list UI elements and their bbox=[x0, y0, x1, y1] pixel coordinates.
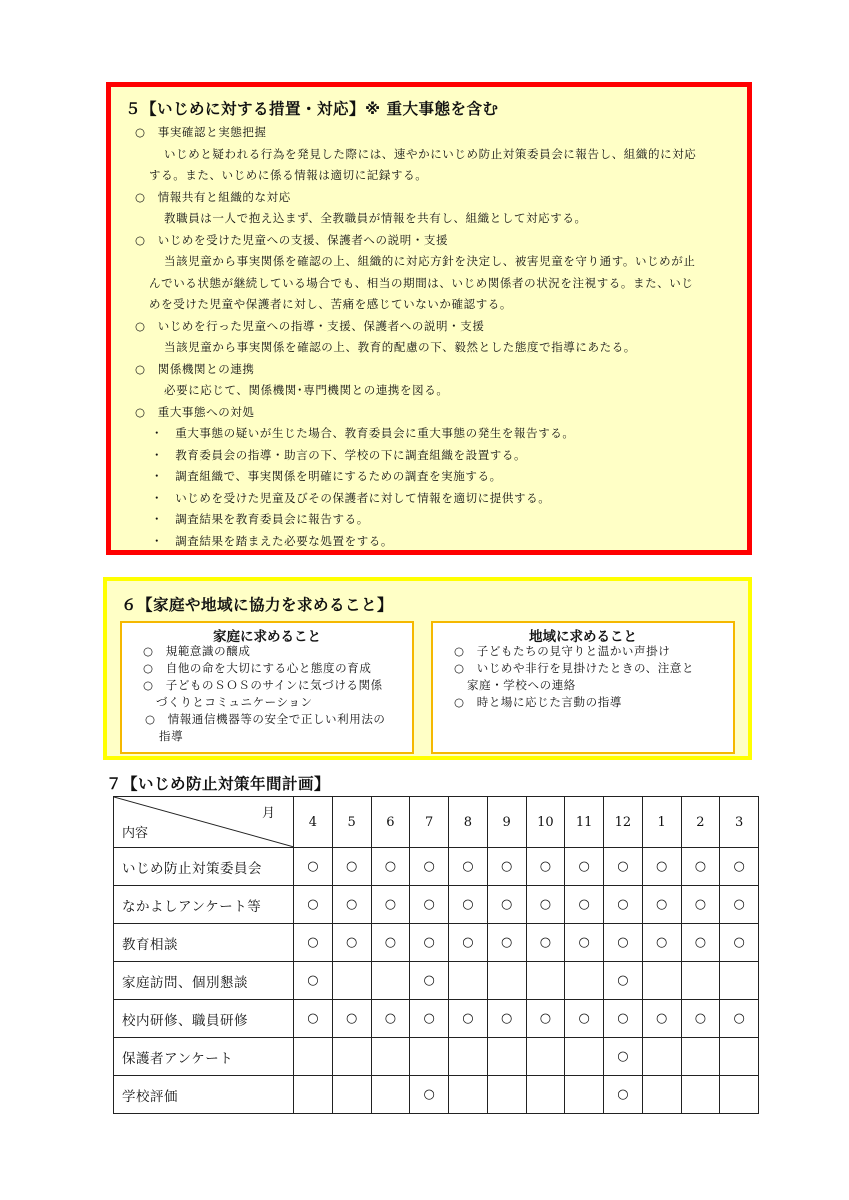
header-month-label: 月 bbox=[261, 806, 275, 821]
scheduled-mark: ○ bbox=[617, 973, 629, 988]
activity-label: 学校評価 bbox=[114, 1076, 294, 1114]
schedule-cell bbox=[410, 1076, 449, 1114]
scheduled-mark: ○ bbox=[500, 859, 513, 874]
schedule-cell bbox=[720, 924, 759, 962]
scheduled-mark: ○ bbox=[655, 935, 668, 950]
item-text: する。また、いじめに係る情報は適切に記録する。 bbox=[149, 168, 428, 182]
scheduled-mark: ○ bbox=[345, 859, 358, 874]
schedule-cell bbox=[604, 848, 643, 886]
schedule-cell bbox=[526, 962, 565, 1000]
month-header: 10 bbox=[526, 797, 565, 848]
schedule-cell bbox=[371, 962, 410, 1000]
schedule-cell bbox=[410, 886, 449, 924]
scheduled-mark: ○ bbox=[578, 1011, 590, 1026]
scheduled-mark: ○ bbox=[578, 859, 590, 874]
scheduled-mark: ○ bbox=[617, 859, 629, 874]
schedule-cell bbox=[410, 848, 449, 886]
scheduled-mark: ○ bbox=[617, 1049, 629, 1064]
scheduled-mark: ○ bbox=[307, 1011, 319, 1026]
schedule-cell bbox=[332, 1076, 371, 1114]
activity-label: なかよしアンケート等 bbox=[114, 886, 294, 924]
scheduled-mark: ○ bbox=[462, 897, 474, 912]
scheduled-mark: ○ bbox=[423, 1087, 435, 1102]
scheduled-mark: ○ bbox=[462, 859, 474, 874]
schedule-cell bbox=[526, 1000, 565, 1038]
scheduled-mark: ○ bbox=[694, 935, 707, 950]
schedule-cell bbox=[642, 1076, 681, 1114]
schedule-cell bbox=[371, 1076, 410, 1114]
section-family-community bbox=[103, 577, 752, 760]
list-item: ○ 時と場に応じた言動の指導 bbox=[454, 695, 622, 709]
activity-label: 教育相談 bbox=[114, 924, 294, 962]
month-header: 2 bbox=[681, 797, 720, 848]
table-row bbox=[114, 886, 759, 924]
scheduled-mark: ○ bbox=[462, 1011, 474, 1026]
item-text: いじめと疑われる行為を発見した際には、速やかにいじめ防止対策委員会に報告し、組織的に対応 bbox=[164, 147, 697, 161]
item-text: んでいる状態が継続している場合でも、相当の期間は、いじめ関係者の状況を注視する。また、いじ bbox=[149, 276, 694, 290]
schedule-cell bbox=[565, 962, 604, 1000]
scheduled-mark: ○ bbox=[539, 897, 552, 912]
table-body bbox=[114, 848, 759, 1114]
month-header: 4 bbox=[294, 797, 333, 848]
community-requests-box bbox=[431, 621, 735, 754]
schedule-cell bbox=[410, 1038, 449, 1076]
scheduled-mark: ○ bbox=[423, 935, 435, 950]
list-item: ○ 情報通信機器等の安全で正しい利用法の bbox=[145, 712, 386, 726]
scheduled-mark: ○ bbox=[462, 935, 474, 950]
table-row bbox=[114, 1038, 759, 1076]
schedule-cell bbox=[410, 924, 449, 962]
item-text: 当該児童から事実関係を確認の上、教育的配慮の下、毅然とした態度で指導にあたる。 bbox=[164, 340, 636, 354]
list-item: ○ 子どものＳＯＳのサインに気づける関係 bbox=[143, 678, 383, 692]
scheduled-mark: ○ bbox=[655, 897, 668, 912]
schedule-cell bbox=[371, 1000, 410, 1038]
scheduled-mark: ○ bbox=[500, 935, 513, 950]
schedule-cell bbox=[332, 1038, 371, 1076]
month-header: 11 bbox=[565, 797, 604, 848]
section-5-title: ５【いじめに対する措置・対応】※ 重大事態を含む bbox=[125, 100, 499, 118]
schedule-cell bbox=[642, 848, 681, 886]
schedule-cell bbox=[681, 1038, 720, 1076]
schedule-cell bbox=[487, 886, 526, 924]
scheduled-mark: ○ bbox=[655, 1011, 668, 1026]
list-item: ○ 子どもたちの見守りと温かい声掛け bbox=[454, 644, 671, 658]
scheduled-mark: ○ bbox=[423, 897, 435, 912]
table-row bbox=[114, 1076, 759, 1114]
schedule-cell bbox=[294, 1000, 333, 1038]
schedule-cell bbox=[371, 886, 410, 924]
activity-label: いじめ防止対策委員会 bbox=[114, 848, 294, 886]
table-row bbox=[114, 924, 759, 962]
item-text: 教職員は一人で抱え込まず、全教職員が情報を共有し、組織として対応する。 bbox=[164, 211, 587, 225]
scheduled-mark: ○ bbox=[384, 859, 397, 874]
header-corner-cell bbox=[114, 797, 294, 848]
schedule-cell bbox=[332, 886, 371, 924]
schedule-cell bbox=[642, 962, 681, 1000]
schedule-cell bbox=[294, 886, 333, 924]
item-heading: ○ いじめを行った児童への指導・支援、保護者への説明・支援 bbox=[135, 319, 485, 333]
schedule-cell bbox=[294, 1038, 333, 1076]
schedule-cell bbox=[642, 886, 681, 924]
list-item: ○ 規範意識の醸成 bbox=[143, 644, 251, 658]
item-heading: ○ いじめを受けた児童への支援、保護者への説明・支援 bbox=[135, 233, 449, 247]
schedule-cell bbox=[604, 1000, 643, 1038]
schedule-cell bbox=[565, 1038, 604, 1076]
list-item: づくりとコミュニケーション bbox=[156, 695, 313, 709]
home-requests-heading: 家庭に求めること bbox=[213, 629, 321, 645]
scheduled-mark: ○ bbox=[539, 935, 552, 950]
month-header: 7 bbox=[410, 797, 449, 848]
schedule-cell bbox=[720, 1038, 759, 1076]
item-heading: ○ 重大事態への対処 bbox=[135, 405, 255, 419]
scheduled-mark: ○ bbox=[307, 897, 319, 912]
item-heading: ○ 情報共有と組織的な対応 bbox=[135, 190, 291, 204]
scheduled-mark: ○ bbox=[617, 935, 629, 950]
schedule-cell bbox=[449, 962, 488, 1000]
item-text: 当該児童から事実関係を確認の上、組織的に対応方針を決定し、被害児童を守り通す。いじめが止 bbox=[164, 254, 696, 268]
month-header: 5 bbox=[332, 797, 371, 848]
schedule-cell bbox=[604, 962, 643, 1000]
bullet-item: ・ 調査組織で、事実関係を明確にするための調査を実施する。 bbox=[151, 469, 502, 483]
schedule-cell bbox=[720, 848, 759, 886]
table-header-row bbox=[114, 797, 759, 848]
schedule-cell bbox=[449, 886, 488, 924]
schedule-cell bbox=[604, 924, 643, 962]
scheduled-mark: ○ bbox=[384, 935, 397, 950]
bullet-item: ・ 重大事態の疑いが生じた場合、教育委員会に重大事態の発生を報告する。 bbox=[151, 426, 575, 440]
scheduled-mark: ○ bbox=[617, 1011, 629, 1026]
schedule-cell bbox=[526, 1038, 565, 1076]
schedule-cell bbox=[642, 1038, 681, 1076]
scheduled-mark: ○ bbox=[345, 1011, 358, 1026]
schedule-cell bbox=[294, 1076, 333, 1114]
schedule-cell bbox=[565, 924, 604, 962]
month-header: 8 bbox=[449, 797, 488, 848]
scheduled-mark: ○ bbox=[694, 859, 707, 874]
schedule-cell bbox=[487, 1000, 526, 1038]
schedule-cell bbox=[371, 848, 410, 886]
schedule-cell bbox=[294, 848, 333, 886]
section-bullying-response bbox=[106, 82, 752, 555]
schedule-cell bbox=[681, 886, 720, 924]
scheduled-mark: ○ bbox=[733, 1011, 745, 1026]
bullet-item: ・ 教育委員会の指導・助言の下、学校の下に調査組織を設置する。 bbox=[151, 448, 527, 462]
schedule-cell bbox=[720, 886, 759, 924]
schedule-cell bbox=[681, 848, 720, 886]
bullet-item: ・ いじめを受けた児童及びその保護者に対して情報を適切に提供する。 bbox=[151, 491, 551, 505]
scheduled-mark: ○ bbox=[307, 973, 319, 988]
schedule-cell bbox=[565, 1000, 604, 1038]
scheduled-mark: ○ bbox=[733, 935, 745, 950]
schedule-cell bbox=[449, 1038, 488, 1076]
community-requests-heading: 地域に求めること bbox=[529, 629, 637, 645]
list-item: 指導 bbox=[159, 729, 184, 743]
schedule-cell bbox=[487, 1076, 526, 1114]
scheduled-mark: ○ bbox=[617, 1087, 629, 1102]
scheduled-mark: ○ bbox=[384, 1011, 397, 1026]
header-content-label: 内容 bbox=[122, 826, 149, 841]
month-header: 1 bbox=[642, 797, 681, 848]
bullet-item: ・ 調査結果を教育委員会に報告する。 bbox=[151, 512, 369, 526]
schedule-cell bbox=[487, 962, 526, 1000]
schedule-cell bbox=[526, 848, 565, 886]
schedule-cell bbox=[449, 1000, 488, 1038]
schedule-cell bbox=[681, 1000, 720, 1038]
scheduled-mark: ○ bbox=[578, 897, 590, 912]
schedule-cell bbox=[371, 1038, 410, 1076]
table-row bbox=[114, 848, 759, 886]
list-item: ○ いじめや非行を見掛けたときの、注意と bbox=[454, 661, 695, 675]
month-header: 9 bbox=[487, 797, 526, 848]
scheduled-mark: ○ bbox=[694, 1011, 707, 1026]
table-row bbox=[114, 1000, 759, 1038]
schedule-cell bbox=[332, 848, 371, 886]
schedule-cell bbox=[681, 1076, 720, 1114]
schedule-cell bbox=[294, 962, 333, 1000]
scheduled-mark: ○ bbox=[539, 859, 552, 874]
schedule-cell bbox=[526, 1076, 565, 1114]
schedule-cell bbox=[642, 1000, 681, 1038]
list-item: 家庭・学校への連絡 bbox=[467, 678, 576, 692]
month-header: 6 bbox=[371, 797, 410, 848]
scheduled-mark: ○ bbox=[423, 973, 435, 988]
bullet-item: ・ 調査結果を踏まえた必要な処置をする。 bbox=[151, 534, 393, 548]
schedule-cell bbox=[371, 924, 410, 962]
schedule-cell bbox=[642, 924, 681, 962]
schedule-cell bbox=[720, 962, 759, 1000]
list-item: ○ 自他の命を大切にする心と態度の育成 bbox=[143, 661, 372, 675]
schedule-cell bbox=[487, 848, 526, 886]
item-heading: ○ 事実確認と実態把握 bbox=[135, 125, 267, 139]
activity-label: 校内研修、職員研修 bbox=[114, 1000, 294, 1038]
schedule-cell bbox=[565, 886, 604, 924]
schedule-cell bbox=[681, 962, 720, 1000]
schedule-cell bbox=[487, 924, 526, 962]
schedule-cell bbox=[487, 1038, 526, 1076]
item-text: 必要に応じて、関係機関･専門機関との連携を図る。 bbox=[164, 383, 449, 397]
schedule-cell bbox=[565, 1076, 604, 1114]
scheduled-mark: ○ bbox=[655, 859, 668, 874]
scheduled-mark: ○ bbox=[733, 859, 745, 874]
table-row bbox=[114, 962, 759, 1000]
scheduled-mark: ○ bbox=[733, 897, 745, 912]
schedule-cell bbox=[449, 848, 488, 886]
schedule-cell bbox=[449, 924, 488, 962]
schedule-cell bbox=[526, 924, 565, 962]
month-header: 3 bbox=[720, 797, 759, 848]
scheduled-mark: ○ bbox=[539, 1011, 552, 1026]
scheduled-mark: ○ bbox=[423, 859, 435, 874]
month-header: 12 bbox=[604, 797, 643, 848]
schedule-cell bbox=[565, 848, 604, 886]
scheduled-mark: ○ bbox=[307, 859, 319, 874]
item-text: めを受けた児童や保護者に対し、苦痛を感じていないか確認する。 bbox=[149, 297, 512, 311]
schedule-cell bbox=[604, 886, 643, 924]
activity-label: 家庭訪問、個別懇談 bbox=[114, 962, 294, 1000]
schedule-cell bbox=[449, 1076, 488, 1114]
schedule-cell bbox=[526, 886, 565, 924]
annual-plan-table bbox=[113, 796, 759, 1114]
schedule-cell bbox=[294, 924, 333, 962]
schedule-cell bbox=[604, 1076, 643, 1114]
scheduled-mark: ○ bbox=[384, 897, 397, 912]
schedule-cell bbox=[720, 1000, 759, 1038]
home-requests-box bbox=[120, 621, 414, 754]
scheduled-mark: ○ bbox=[345, 935, 358, 950]
schedule-cell bbox=[332, 962, 371, 1000]
section-7-title: ７【いじめ防止対策年間計画】 bbox=[106, 775, 331, 793]
schedule-cell bbox=[681, 924, 720, 962]
schedule-cell bbox=[332, 924, 371, 962]
section-6-title: ６【家庭や地域に協力を求めること】 bbox=[121, 596, 394, 614]
activity-label: 保護者アンケート bbox=[114, 1038, 294, 1076]
schedule-cell bbox=[410, 1000, 449, 1038]
scheduled-mark: ○ bbox=[617, 897, 629, 912]
schedule-cell bbox=[332, 1000, 371, 1038]
scheduled-mark: ○ bbox=[694, 897, 707, 912]
schedule-cell bbox=[604, 1038, 643, 1076]
schedule-cell bbox=[410, 962, 449, 1000]
item-heading: ○ 関係機関との連携 bbox=[135, 362, 255, 376]
scheduled-mark: ○ bbox=[500, 1011, 513, 1026]
schedule-cell bbox=[720, 1076, 759, 1114]
scheduled-mark: ○ bbox=[423, 1011, 435, 1026]
scheduled-mark: ○ bbox=[307, 935, 319, 950]
scheduled-mark: ○ bbox=[345, 897, 358, 912]
scheduled-mark: ○ bbox=[500, 897, 513, 912]
scheduled-mark: ○ bbox=[578, 935, 590, 950]
